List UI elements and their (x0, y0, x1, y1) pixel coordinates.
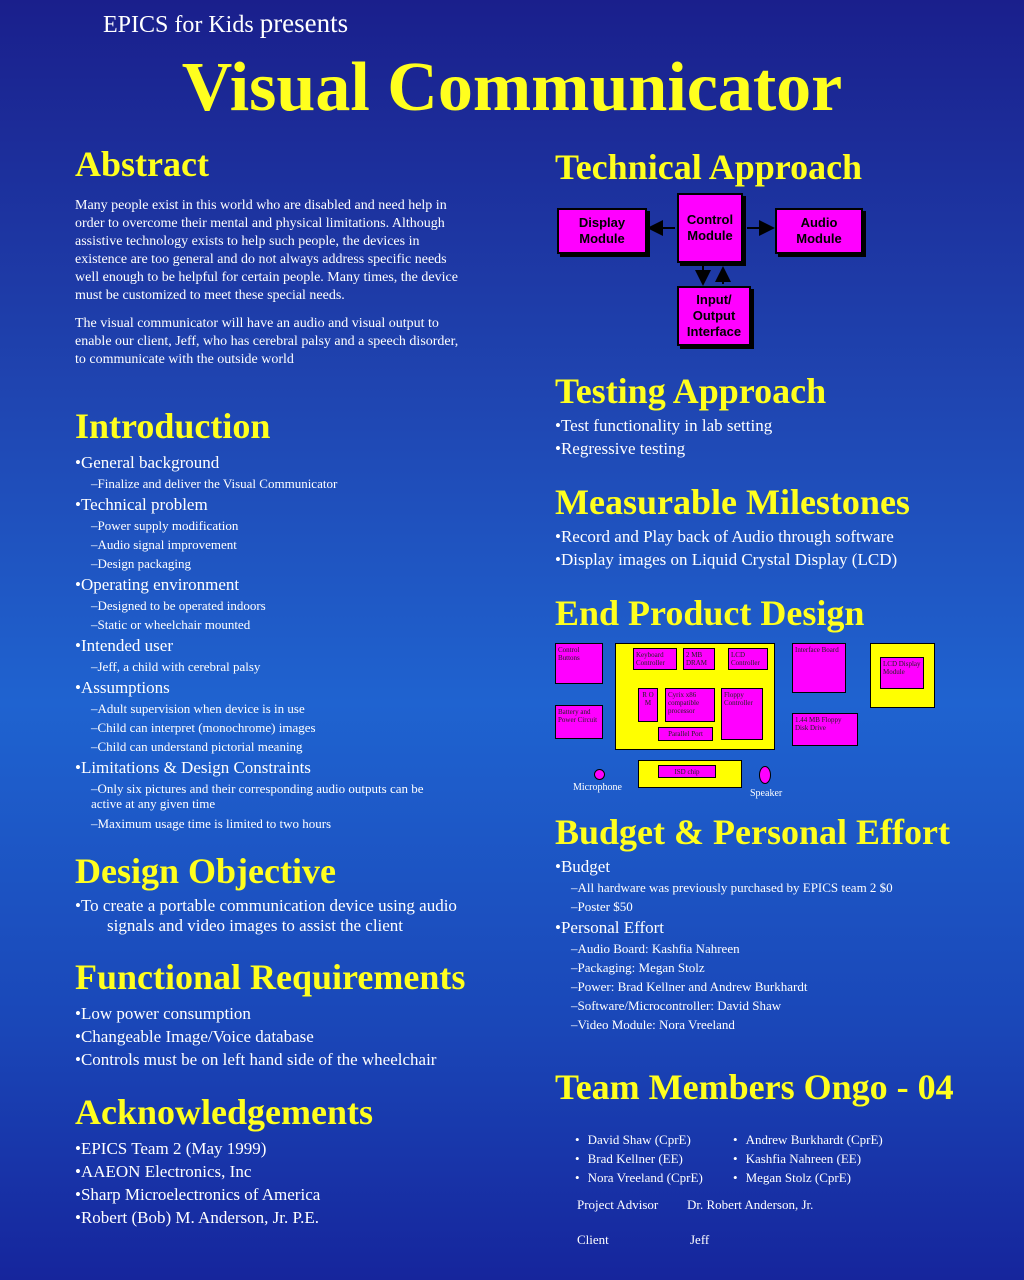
design-objective-section (75, 852, 475, 936)
list-item: •Sharp Microelectronics of America (75, 1184, 321, 1204)
abstract-paragraph-2: The visual communicator will have an audio and visual output to enable our client, Jeff, who has cerebral palsy and a speech disorder, to communicate with the outside world (75, 315, 459, 367)
list-item: •Assumptions (75, 677, 170, 697)
list-item: –Video Module: Nora Vreeland (571, 1016, 735, 1032)
team-member: • Andrew Burkhardt (CprE) (733, 1130, 883, 1149)
design-objective-heading: Design Objective (75, 851, 336, 891)
list-item: •Regressive testing (555, 438, 686, 458)
list-item: –Poster $50 (571, 898, 633, 914)
team-member: • Megan Stolz (CprE) (733, 1168, 883, 1187)
list-item: –Adult supervision when device is in use (91, 700, 305, 716)
list-item: –Audio Board: Kashfia Nahreen (571, 940, 740, 956)
list-item: •Low power consumption (75, 1003, 251, 1023)
list-item: •Test functionality in lab setting (555, 415, 773, 435)
team-member: • David Shaw (CprE) (575, 1130, 703, 1149)
poster-subtitle (103, 8, 348, 39)
battery-block: Battery and Power Circuit (555, 705, 603, 739)
list-item: •AAEON Electronics, Inc (75, 1161, 252, 1181)
milestones-section (555, 483, 995, 571)
lcd-display-block: LCD Display Module (880, 657, 924, 689)
list-item: –Designed to be operated indoors (91, 597, 266, 613)
list-item: •Intended user (75, 635, 173, 655)
list-item: –Only six pictures and their corresponding audio outputs can be active at any given time (91, 780, 424, 811)
client-label: Client (577, 1232, 609, 1247)
poster-title: Visual Communicator (181, 49, 843, 126)
list-item: –Audio signal improvement (91, 536, 237, 552)
list-item: –All hardware was previously purchased by EPICS team 2 $0 (571, 879, 893, 895)
functional-requirements-heading: Functional Requirements (75, 957, 466, 997)
technical-diagram (555, 190, 870, 350)
list-item: –Packaging: Megan Stolz (571, 959, 705, 975)
advisor-name: Dr. Robert Anderson, Jr. (687, 1197, 814, 1212)
end-product-diagram (555, 640, 940, 800)
introduction-section (75, 407, 475, 833)
team-column-1 (575, 1130, 703, 1187)
speaker-label: Speaker (750, 788, 783, 799)
budget-section (555, 813, 995, 1034)
client-name: Jeff (690, 1232, 710, 1247)
list-item: –Software/Microcontroller: David Shaw (571, 997, 782, 1013)
list-item: •Controls must be on left hand side of the wheelchair (75, 1049, 437, 1069)
lcd-controller-block: LCD Controller (728, 648, 768, 670)
floppy-drive-block: 1.44 MB Floppy Disk Drive (792, 713, 858, 746)
testing-approach-section (555, 372, 975, 460)
interface-board-block: Interface Board (792, 643, 846, 693)
speaker-icon (759, 766, 771, 784)
team-heading: Team Members Ongo - 04 (555, 1067, 954, 1107)
milestones-heading: Measurable Milestones (555, 482, 910, 522)
team-member: • Nora Vreeland (CprE) (575, 1168, 703, 1187)
abstract-heading: Abstract (75, 144, 209, 184)
display-module-box: Display Module (557, 208, 647, 254)
list-item: •Operating environment (75, 574, 240, 594)
list-item: •Record and Play back of Audio through software (555, 526, 894, 546)
list-item: •EPICS Team 2 (May 1999) (75, 1138, 267, 1158)
list-item: –Static or wheelchair mounted (91, 616, 251, 632)
isd-chip-block: ISD chip (658, 765, 716, 778)
technical-approach-heading: Technical Approach (555, 147, 863, 187)
parallel-port-block: Parallel Port (658, 727, 713, 741)
rom-block: R O M (638, 688, 658, 722)
list-item: –Child can interpret (monochrome) images (91, 719, 316, 735)
list-item: –Design packaging (91, 555, 192, 571)
list-item: •Limitations & Design Constraints (75, 757, 311, 777)
subtitle-org: EPICS for Kids (103, 12, 254, 38)
list-item: •General background (75, 452, 220, 472)
list-item: –Maximum usage time is limited to two hours (91, 815, 332, 831)
end-product-heading: End Product Design (555, 593, 865, 633)
io-interface-box: Input/ Output Interface (677, 286, 751, 346)
microphone-label: Microphone (573, 782, 622, 793)
list-item: •Changeable Image/Voice database (75, 1026, 314, 1046)
list-item: •Technical problem (75, 494, 208, 514)
team-member: • Kashfia Nahreen (EE) (733, 1149, 883, 1168)
list-item: •Personal Effort (555, 917, 665, 937)
team-column-2 (733, 1130, 883, 1187)
list-item: –Jeff, a child with cerebral palsy (91, 658, 261, 674)
processor-block: Cyrix x86 compatible processor (665, 688, 715, 722)
keyboard-controller-block: Keyboard Controller (633, 648, 677, 670)
abstract-section (75, 145, 470, 369)
budget-heading: Budget & Personal Effort (555, 812, 950, 852)
acknowledgements-heading: Acknowledgements (75, 1092, 373, 1132)
control-buttons-block: Control Buttons (555, 643, 603, 684)
dram-block: 2 MB DRAM (683, 648, 715, 670)
list-item: –Power supply modification (91, 517, 239, 533)
list-item: •Display images on Liquid Crystal Display (LCD) (555, 549, 898, 569)
control-module-box: Control Module (677, 193, 743, 263)
subtitle-presents: presents (259, 8, 349, 38)
introduction-heading: Introduction (75, 406, 271, 446)
design-objective-text: •To create a portable communication device using audio signals and video images to assist the client (75, 895, 457, 935)
advisor-label: Project Advisor (577, 1197, 659, 1212)
functional-requirements-section (75, 958, 495, 1071)
microphone-icon (594, 769, 605, 780)
list-item: •Robert (Bob) M. Anderson, Jr. P.E. (75, 1207, 319, 1227)
list-item: –Child can understand pictorial meaning (91, 738, 303, 754)
team-member: • Brad Kellner (EE) (575, 1149, 703, 1168)
list-item: •Budget (555, 856, 611, 876)
acknowledgements-section (75, 1093, 475, 1229)
testing-approach-heading: Testing Approach (555, 371, 827, 411)
audio-module-box: Audio Module (775, 208, 863, 254)
list-item: –Finalize and deliver the Visual Communicator (91, 475, 338, 491)
list-item: –Power: Brad Kellner and Andrew Burkhardt (571, 978, 808, 994)
abstract-paragraph-1: Many people exist in this world who are disabled and need help in order to overcome their mental and physical limitations. Although assistive technology exists to help such people, the devices in existence are too general and do not always address specific needs well enough to be helpful for certain people. Many times, the device must be customized to meet these special needs. (75, 197, 458, 303)
floppy-controller-block: Floppy Controller (721, 688, 763, 740)
